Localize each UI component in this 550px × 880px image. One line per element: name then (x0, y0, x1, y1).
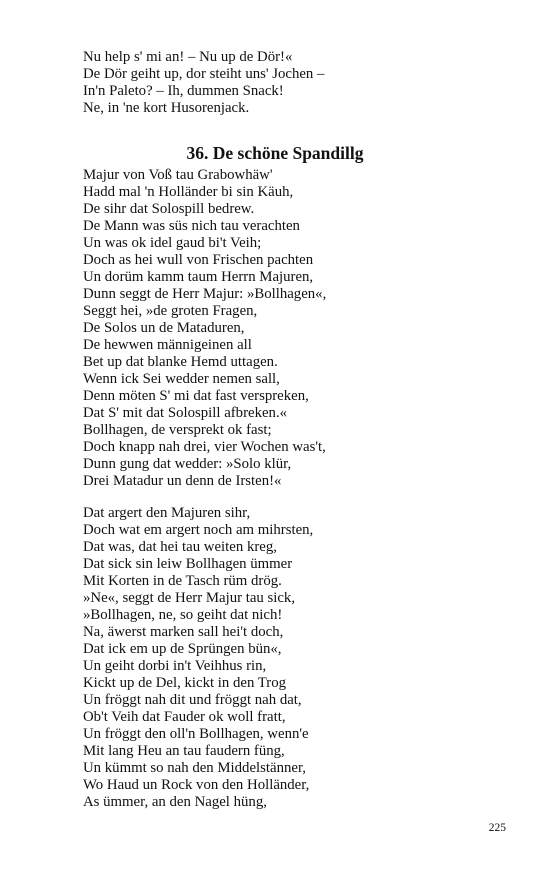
verse-line: Un was ok idel gaud bi't Veih; (83, 235, 262, 251)
verse-line: Wo Haud un Rock von den Holländer, (83, 777, 310, 793)
verse-line: Drei Matadur un denn de Irsten!« (83, 473, 282, 489)
verse-line: Kickt up de Del, kickt in den Trog (83, 675, 287, 691)
verse-line: Denn möten S' mi dat fast verspreken, (83, 388, 309, 404)
verse-line: Wenn ick Sei wedder nemen sall, (83, 371, 280, 387)
verse-line: Hadd mal 'n Holländer bi sin Käuh, (83, 184, 294, 200)
verse-line: Un kümmt so nah den Middelstänner, (83, 760, 306, 776)
page-number: 225 (488, 822, 506, 834)
verse-line: Bet up dat blanke Hemd uttagen. (83, 354, 278, 370)
verse-line: Majur von Voß tau Grabowhäw' (83, 167, 273, 183)
verse-line: Mit lang Heu an tau faudern füng, (83, 743, 285, 759)
verse-line: Nu help s' mi an! – Nu up de Dör!« (83, 49, 293, 65)
verse-line: Ob't Veih dat Fauder ok woll fratt, (83, 709, 286, 725)
section-title: 36. De schöne Spandillg (186, 143, 364, 163)
verse-line: As ümmer, an den Nagel hüng, (83, 794, 267, 810)
verse-line: Bollhagen, de versprekt ok fast; (83, 422, 272, 438)
verse-line: De Mann was süs nich tau verachten (83, 218, 300, 234)
verse-line: Dat S' mit dat Solospill afbreken.« (83, 405, 288, 421)
verse-line: Un dorüm kamm taum Herrn Majuren, (83, 269, 314, 285)
verse-line: Doch as hei wull von Frischen pachten (83, 252, 314, 268)
verse-line: Dunn seggt de Herr Majur: »Bollhagen«, (83, 286, 327, 302)
verse-line: Un geiht dorbi in't Veihhus rin, (83, 658, 267, 674)
verse-line: De sihr dat Solospill bedrew. (83, 201, 255, 217)
verse-line: Seggt hei, »de groten Fragen, (83, 303, 258, 319)
verse-line: Mit Korten in de Tasch rüm drög. (83, 573, 282, 589)
verse-line: Un fröggt nah dit und fröggt nah dat, (83, 692, 302, 708)
verse-line: »Bollhagen, ne, so geiht dat nich! (83, 607, 283, 623)
verse-line: Doch wat em argert noch am mihrsten, (83, 522, 314, 538)
verse-line: Dat ick em up de Sprüngen bün«, (83, 641, 282, 657)
verse-line: De Dör geiht up, dor steiht uns' Jochen – (83, 66, 325, 82)
verse-line: In'n Paleto? – Ih, dummen Snack! (83, 83, 284, 99)
verse-line: Doch knapp nah drei, vier Wochen was't, (83, 439, 326, 455)
verse-line: Na, äwerst marken sall hei't doch, (83, 624, 284, 640)
verse-line: »Ne«, seggt de Herr Majur tau sick, (83, 590, 296, 606)
verse-line: Un fröggt den oll'n Bollhagen, wenn'e (83, 726, 309, 742)
verse-line: Ne, in 'ne kort Husorenjack. (83, 100, 250, 116)
verse-line: De Solos un de Mataduren, (83, 320, 245, 336)
verse-line: Dat argert den Majuren sihr, (83, 505, 251, 521)
verse-line: De hewwen männigeinen all (83, 337, 252, 353)
verse-line: Dat was, dat hei tau weiten kreg, (83, 539, 277, 555)
verse-line: Dunn gung dat wedder: »Solo klür, (83, 456, 292, 472)
verse-line: Dat sick sin leiw Bollhagen ümmer (83, 556, 293, 572)
